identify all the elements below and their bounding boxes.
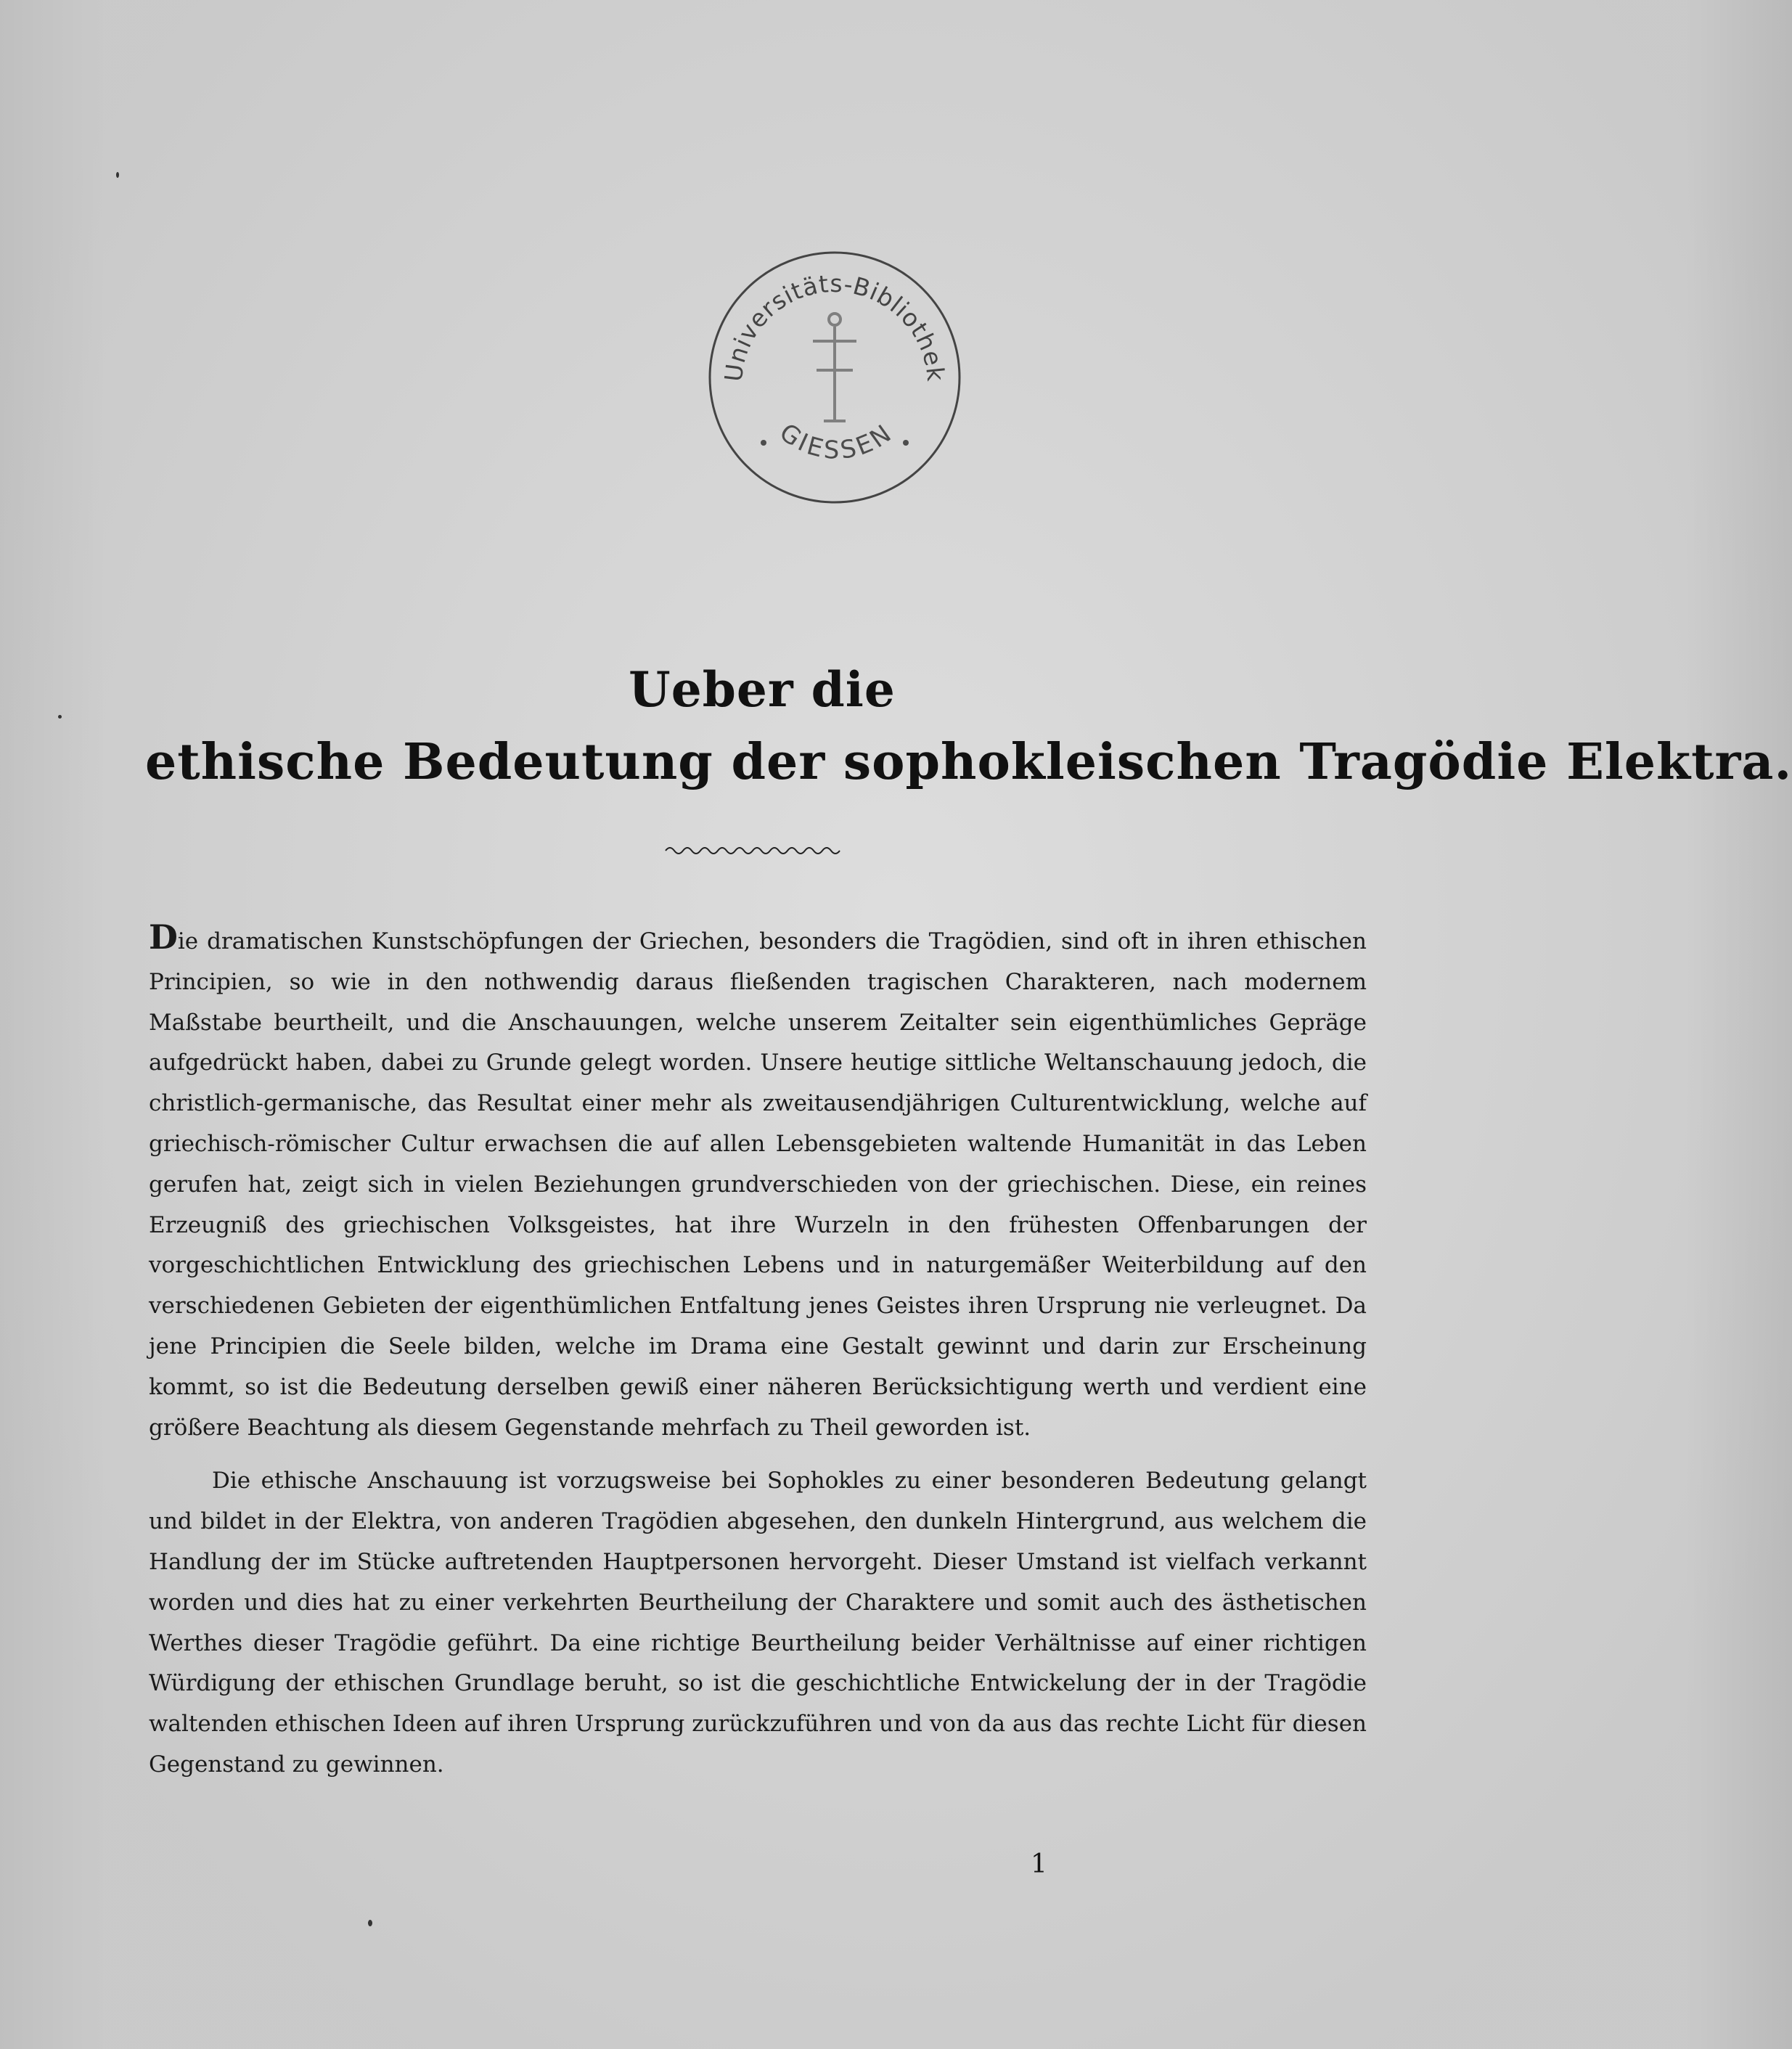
stamp-bottom-text: GIESSEN [774, 417, 899, 465]
stamp-top-text: Universitäts-Bibliothek [719, 269, 951, 383]
paper-speck [368, 1920, 372, 1926]
title-line-2: ethische Bedeutung der sophokleischen Tragödie Elektra. [145, 733, 1792, 791]
body-text [149, 917, 1367, 1786]
paragraph-2: Die ethische Anschauung ist vorzugsweise bei Sophokles zu einer besonderen Bedeutung gelangt und bildet in der Elektra, von anderen Tragödien abgesehen, den dunkeln Hintergrund, aus welchem die Handlung der im Stücke auftretenden Hauptpersonen hervorgeht. Dieser Umstand ist vielfach verkannt worden und dies hat zu einer verkehrten Beurtheilung der Charaktere und somit auch des ästhetischen Werthes dieser Tragödie geführt. Da eine richtige Beurtheilung beider Verhältnisse auf einer richtigen Würdigung der ethischen Grundlage beruht, so ist die geschichtliche Entwickelung der in der Tragödie waltenden ethischen Ideen auf ihren Ursprung zurückzuführen und von da aus das rechte Licht für diesen Gegenstand zu gewinnen. [149, 1468, 1367, 1778]
title-line-1: Ueber die [629, 661, 896, 718]
paper-speck [116, 172, 119, 178]
library-stamp [697, 240, 973, 515]
title-block [145, 657, 1792, 802]
page-number: 1 [1031, 1849, 1047, 1879]
paper-speck [58, 715, 62, 719]
title-wavy-rule [664, 842, 846, 859]
svg-text:GIESSEN [774, 418, 899, 465]
paragraph-1 [149, 917, 1367, 1448]
paragraph-1-text: ie dramatischen Kunstschöpfungen der Griechen, besonders die Tragödien, sind oft in ihren ethischen Principien, so wie in den nothwendig daraus fließenden tragischen Charakteren, nach modernem Maßstabe beurtheilt, und die Anschauungen, welche unserem Zeitalter sein eigenthümliches Gepräge aufgedrückt haben, dabei zu Grunde gelegt worden. Unsere heutige sittliche Weltanschauung jedoch, die christlich-germanische, das Resultat einer mehr als zweitausendjährigen Culturentwicklung, welche auf griechisch-römischer Cultur erwachsen die auf allen Lebensgebieten waltende Humanität in das Leben gerufen hat, zeigt sich in vielen Beziehungen grundverschieden von der griechischen. Diese, ein reines Erzeugniß des griechischen Volksgeistes, hat ihre Wurzeln in den frühesten Offenbarungen der vorgeschichtlichen Entwicklung des griechischen Lebens und in naturgemäßer Weiterbildung auf den verschiedenen Gebieten der eigenthümlichen Entfaltung jenes Geistes ihren Ursprung nie verleugnet. Da jene Principien die Seele bilden, welche im Drama eine Gestalt gewinnt und darin zur Erscheinung kommt, so ist die Bedeutung derselben gewiß einer näheren Berücksichtigung werth und verdient eine größere Beachtung als diesem Gegenstande mehrfach zu Theil geworden ist. [149, 928, 1367, 1441]
stamp-emblem [813, 314, 856, 421]
initial-letter: D [149, 917, 178, 957]
